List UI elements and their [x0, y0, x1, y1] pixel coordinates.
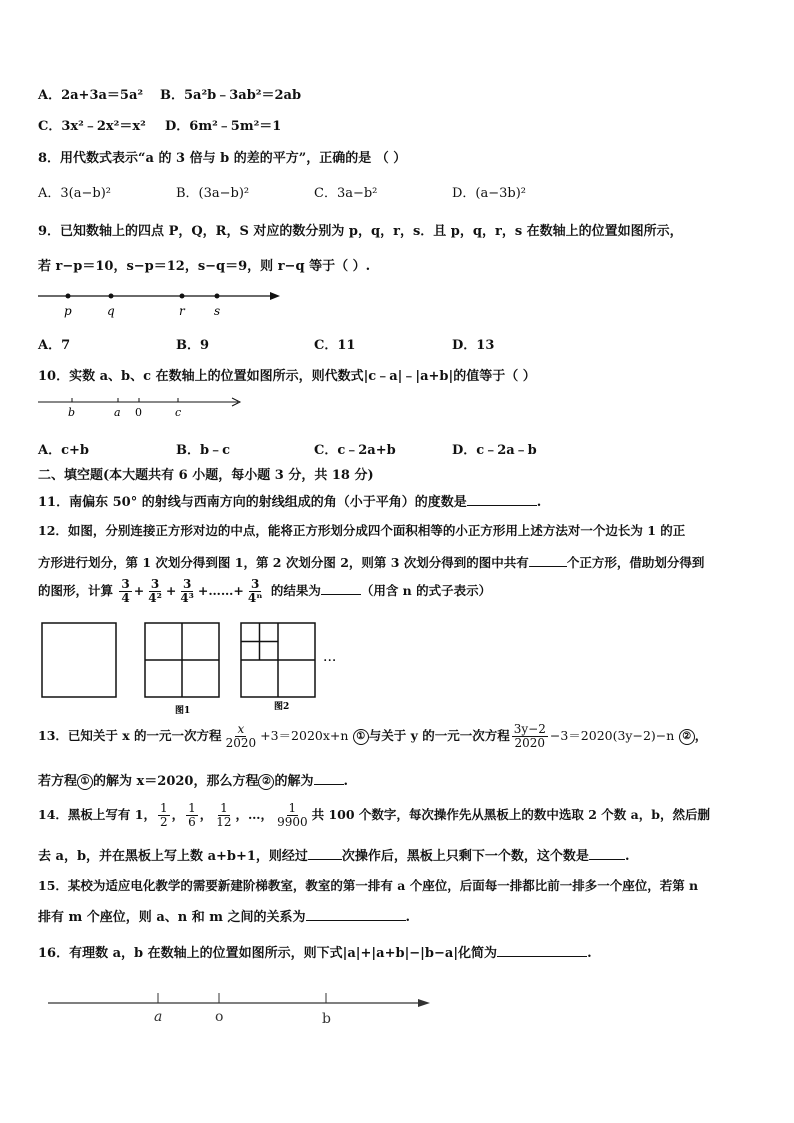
q9-label-s: s: [214, 304, 221, 318]
q9-point-q: [109, 294, 114, 299]
q13-line2: [38, 770, 348, 790]
q14-number-blank: [589, 847, 625, 860]
q13-eq2: −3＝2020(3y−2)−n: [549, 728, 675, 743]
q12-line3-text: 的图形，计算: [38, 583, 114, 598]
q10-label-c: c: [175, 406, 182, 419]
q12-line2-tail: 个正方形，借助划分得到: [566, 555, 705, 570]
q9-point-r: [180, 294, 185, 299]
q10-stem: 10．实数 a、b、c 在数轴上的位置如图所示，则代数式|c﹣a|﹣|a+b|的值等于（ ）: [38, 369, 536, 384]
q14-line2-mid: 次操作后，黑板上只剩下一个数，这个数是: [341, 849, 589, 864]
q13-line2-mid: 的解为 x＝2020，那么方程: [93, 774, 259, 789]
q13-frac-1: $\frac{x}{2020}$: [225, 722, 257, 750]
q9-option-b: B．9: [176, 338, 210, 353]
q12-dots: +……+: [197, 583, 244, 598]
q16-label-a: a: [154, 1009, 163, 1025]
q13-end: .: [343, 774, 349, 789]
q13-line2-tail: 的解为: [274, 774, 314, 789]
q12-frac-3: $\frac{3}{\text{4³}}$: [180, 577, 194, 605]
q12-result-blank: [321, 582, 361, 595]
q16-end: .: [587, 946, 592, 961]
q11-answer-blank: [467, 493, 537, 506]
q15-end: .: [405, 910, 411, 925]
q9-point-p: [66, 294, 71, 299]
q12-frac-1: $\frac{3}{4}$: [121, 577, 130, 605]
q9-option-c: C．11: [314, 338, 356, 353]
q12-result-tail: （用含 n 的式子表示）: [360, 583, 492, 598]
q8-stem: 8．用代数式表示“a 的 3 倍与 b 的差的平方”，正确的是 （ ）: [38, 151, 407, 166]
q13-circle-2: ②: [679, 729, 695, 745]
q9-stem-line2: 若 r−p＝10，s−p＝12，s−q＝9，则 r−q 等于（ ）.: [38, 259, 371, 274]
q8-option-b: B．(3a−b)²: [176, 186, 250, 201]
q14-ellipsis: ，…，: [235, 807, 274, 822]
q12-line1: 12．如图，分别连接正方形对边的中点，能将正方形划分成四个面积相等的小正方形用上述方法对一个边长为 1 的正: [38, 523, 686, 538]
q16-label-b: b: [322, 1011, 331, 1027]
q8-option-c: C．3a−b²: [314, 186, 378, 201]
q13-comma: ，: [694, 728, 708, 743]
q12-line2: [38, 553, 704, 571]
q9-label-p: p: [64, 304, 72, 318]
q14-line1: 14．黑板上写有 1， $\frac{1}{2}$ ， $\frac{1}{6}$ ， $\frac{1}{12}$ ，…， $\frac{1}{9900}$ 共 100 个数字，每次操作先从黑板上的数中选取 2 个数 a，b，然后删: [38, 801, 710, 829]
q15-line2: [38, 906, 410, 925]
q13-text-1: 13．已知关于 x 的一元一次方程: [38, 728, 222, 743]
q13-line2-text: 若方程: [38, 774, 78, 789]
q14-end: .: [624, 849, 630, 864]
q12-figure-2: [241, 623, 315, 697]
q9-stem-line1: 9．已知数轴上的四点 P，Q，R，S 对应的数分别为 p，q，r，s．且 p，q，r，s 在数轴上的位置如图所示，: [38, 224, 683, 239]
q13-line2-circle-2: ②: [258, 774, 274, 790]
q10-label-a: a: [114, 406, 121, 419]
q14-frac-4: $\frac{1}{9900}$: [277, 801, 308, 829]
q14-text-2: 共 100 个数字，每次操作先从黑板上的数中选取 2 个数 a，b，然后删: [311, 807, 710, 822]
q11-end: .: [536, 495, 542, 510]
q13-line2-circle-1: ①: [77, 774, 93, 790]
q14-frac-2: $\frac{1}{6}$: [188, 801, 196, 829]
q11: [38, 491, 541, 510]
q14-frac-1: $\frac{1}{2}$: [159, 801, 168, 829]
q12-result-text: 的结果为: [270, 583, 321, 598]
q14-text-1: 14．黑板上写有 1，: [38, 807, 156, 822]
q14-line2: [38, 845, 629, 864]
q12-figure-1: [145, 623, 219, 697]
q16-answer-blank: [497, 944, 587, 957]
q10-label-b: b: [68, 406, 76, 419]
q12-ellipsis: ···: [323, 653, 337, 669]
section-heading: 二、填空题(本大题共有 6 小题，每小题 3 分，共 18 分): [38, 468, 374, 483]
q9-number-line: [36, 284, 286, 322]
q7-option-c: C．3x²﹣2x²＝x²: [38, 119, 146, 134]
q16-number-line: [44, 985, 436, 1027]
q8-option-d: D．(a−3b)²: [452, 186, 527, 201]
q9-point-s: [215, 294, 220, 299]
q7-option-b: B．5a²b﹣3ab²＝2ab: [160, 88, 302, 103]
q12-fig2-label: 图2: [274, 702, 290, 712]
q9-label-q: q: [107, 304, 115, 318]
q12-line2-text: 方形进行划分，第 1 次划分得到图 1，第 2 次划分图 2，则第 3 次划分得到的图中共有: [38, 555, 529, 570]
q16-text: 16．有理数 a，b 在数轴上的位置如图所示，则下式|a|+|a+b|−|b−a|化简为: [38, 946, 498, 961]
q15-line2-text: 排有 m 个座位，则 a、n 和 m 之间的关系为: [38, 910, 306, 925]
q10-label-0: 0: [135, 406, 142, 419]
q9-option-d: D．13: [452, 338, 495, 353]
q14-line2-text: 去 a，b，并在黑板上写上数 a+b+1，则经过: [38, 849, 308, 864]
q16-line: [38, 942, 592, 961]
q15-line1: 15．某校为适应电化教学的需要新建阶梯教室，教室的第一排有 a 个座位，后面每一排都比前一排多一个座位，若第 n: [38, 878, 699, 893]
q10-option-a: A．c+b: [38, 443, 89, 458]
q11-text: 11．南偏东 50° 的射线与西南方向的射线组成的角（小于平角）的度数是: [38, 495, 467, 510]
q12-figures: [40, 620, 360, 716]
q10-option-c: C．c﹣2a+b: [314, 443, 396, 458]
q8-option-a: A．3(a−b)²: [38, 186, 111, 201]
q13-eq1: +3＝2020x+n: [260, 728, 349, 743]
q12-frac-n: $\frac{3}{\text{4ⁿ}}$: [247, 577, 263, 605]
q13-line1: [38, 723, 707, 750]
q12-count-blank: [529, 554, 567, 567]
q14-count-blank: [308, 847, 342, 860]
q13-frac-2: $\frac{3y-2}{2020}$: [513, 722, 546, 750]
q15-answer-blank: [306, 908, 406, 921]
q7-option-a: A．2a+3a＝5a²: [38, 88, 144, 103]
q9-option-a: A．7: [38, 338, 71, 353]
q9-label-r: r: [179, 304, 185, 318]
q12-line3: 的图形，计算 $\frac{3}{4}$ + $\frac{3}{\text{4²}}$ + $\frac{3}{\text{4³}}$ +……+ $\frac{3}{\text{4ⁿ}}$ 的结果为 （用含 n 的式子表示）: [38, 577, 492, 605]
q12-frac-2: $\frac{3}{\text{4²}}$: [148, 577, 162, 605]
q13-circle-1: ①: [353, 729, 369, 745]
q7-option-d: D．6m²﹣5m²＝1: [165, 119, 282, 134]
q12-figure-square: [42, 623, 116, 697]
q16-label-o: o: [215, 1009, 224, 1025]
q10-option-d: D．c﹣2a﹣b: [452, 443, 537, 458]
q10-option-b: B．b﹣c: [176, 443, 230, 458]
q13-answer-blank: [314, 772, 344, 785]
q14-frac-3: $\frac{1}{12}$: [216, 801, 232, 829]
q12-fig1-label: 图1: [175, 706, 191, 716]
q13-text-2: 与关于 y 的一元一次方程: [368, 728, 510, 743]
q10-number-line: [36, 392, 248, 422]
